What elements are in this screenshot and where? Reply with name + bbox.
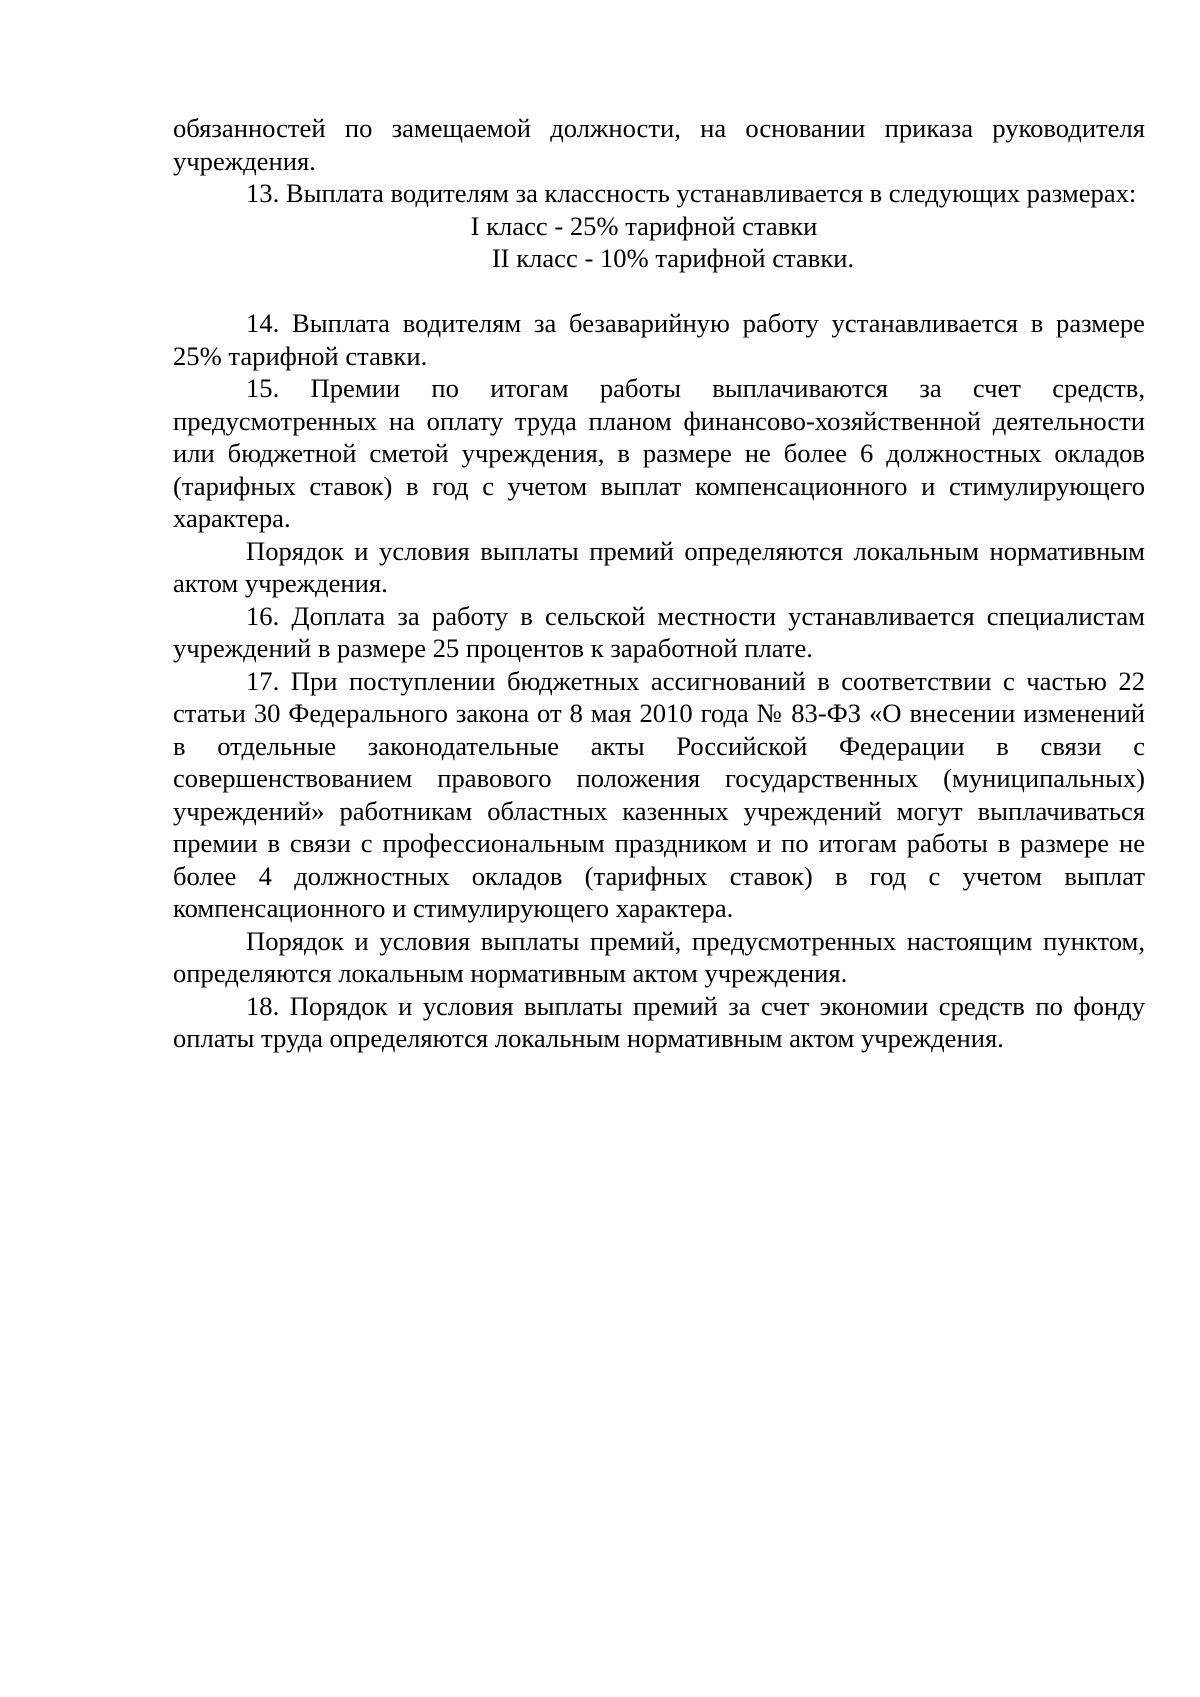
blank-line [173,275,1145,308]
item-17-paragraph: 17. При поступлении бюджетных ассигнований в соответствии с частью 22 статьи 30 Федерального закона от 8 мая 2010 года № 83-ФЗ «О внесении изменений в отдельные законодательные акты Российской Федерации в связи с совершенствованием правового положения государственных (муниципальных) учреждений» работникам областных казенных учреждений могут выплачиваться премии в связи с профессиональным праздником и по итогам работы в размере не более 4 должностных окладов (тарифных ставок) в год с учетом выплат компенсационного и стимулирующего характера. [173,665,1145,923]
item-16-paragraph: 16. Доплата за работу в сельской местности устанавливается специалистам учреждений в размере 25 процентов к заработной плате. [173,600,1145,663]
item-13-paragraph: 13. Выплата водителям за классность устанавливается в следующих размерах: [246,178,1137,208]
class-1-rate: I класс - 25% тарифной ставки [470,210,818,241]
item-14-paragraph: 14. Выплата водителям за безаварийную работу устанавливается в размере 25% тарифной ставки. [173,308,1145,371]
continuation-paragraph: обязанностей по замещаемой должности, на основании приказа руководителя учреждения. [173,113,1145,176]
item-17-order-paragraph: Порядок и условия выплаты премий, предусмотренных настоящим пунктом, определяются локальным нормативным актом учреждения. [173,925,1145,988]
item-15-paragraph: 15. Премии по итогам работы выплачиваются за счет средств, предусмотренных на оплату труда планом финансово-хозяйственной деятельности или бюджетной сметой учреждения, в размере не более 6 должностных окладов (тарифных ставок) в год с учетом выплат компенсационного и стимулирующего характера. [173,373,1145,533]
document-body [173,112,1145,1055]
class-2-rate: II класс - 10% тарифной ставки. [491,243,855,273]
item-18-paragraph: 18. Порядок и условия выплаты премий за счет экономии средств по фонду оплаты труда определяются локальным нормативным актом учреждения. [173,990,1145,1053]
item-15-order-paragraph: Порядок и условия выплаты премий определяются локальным нормативным актом учреждения. [173,535,1145,598]
